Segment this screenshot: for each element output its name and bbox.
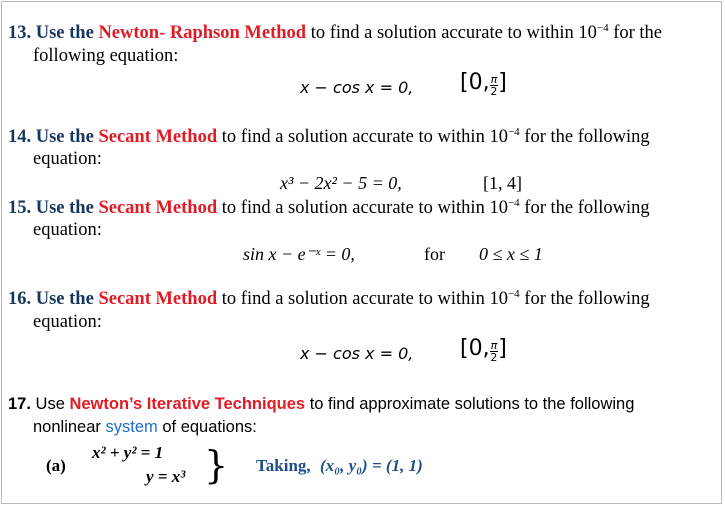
q17-line1 [8, 395, 634, 414]
q17-right-brace: } [204, 443, 229, 487]
q13-int-open: [0, [460, 70, 490, 95]
q17-eq2: y = x³ [146, 467, 186, 486]
q16-pi-over-2: $\frac{\pi}{2}$ [490, 338, 498, 364]
q17-number: 17. [8, 395, 31, 413]
q16-eq-lhs: x − cos x = 0, [300, 344, 414, 363]
q16-method: Secant Method [98, 289, 218, 310]
q13-number: 13. [8, 23, 32, 44]
q16-text: to find a solution accurate to within [221, 289, 485, 310]
q16-tol: 10 [489, 289, 508, 310]
q17-initial-guess: (x₀, y₀) = (1, 1) [320, 456, 423, 475]
q14-use: Use the [35, 127, 94, 148]
q16-int-close: ] [498, 336, 507, 361]
q13-interval [460, 70, 507, 97]
q17-line2 [33, 418, 257, 437]
q15-use: Use the [35, 198, 94, 219]
q16-number: 16. [8, 289, 32, 310]
q14-text: to find a solution accurate to within [221, 127, 485, 148]
q14-exp: −4 [507, 126, 520, 138]
q15-text: to find a solution accurate to within [221, 198, 485, 219]
q13-tail: for the [613, 23, 663, 44]
q17-eq1: x² + y² = 1 [92, 443, 164, 462]
q13-pi-over-2: $\frac{\pi}{2}$ [490, 72, 498, 98]
q16-int-open: [0, [460, 336, 490, 361]
q17-taking: Taking, [256, 456, 311, 475]
q14-number: 14. [8, 127, 32, 148]
q16-line2: equation: [33, 312, 102, 332]
q14-method: Secant Method [98, 127, 218, 148]
q16-equation [300, 344, 413, 364]
q14-line1 [8, 126, 650, 148]
q17-method: Newton’s Iterative Techniques [69, 395, 306, 413]
q15-line1 [8, 197, 650, 219]
q17-text: to find approximate solutions to the following [309, 395, 635, 413]
q15-tail: for the following [524, 198, 650, 219]
q16-tail: for the following [524, 289, 650, 310]
q13-eq-lhs: x − cos x = 0, [300, 78, 414, 97]
q15-method: Secant Method [98, 198, 218, 219]
q15-number: 15. [8, 198, 32, 219]
q16-interval [460, 336, 507, 363]
q15-range: 0 ≤ x ≤ 1 [479, 244, 543, 264]
q15-for: for [424, 244, 445, 264]
q17-system: system [105, 418, 158, 436]
q15-line2: equation: [33, 220, 102, 240]
q13-method: Newton- Raphson Method [98, 23, 307, 44]
q14-tol: 10 [489, 127, 508, 148]
q14-line2: equation: [33, 149, 102, 169]
q17-nonlinear: nonlinear [33, 418, 101, 436]
q13-use: Use the [35, 23, 94, 44]
q16-line1 [8, 288, 650, 310]
q13-line1 [8, 22, 662, 44]
q13-equation [300, 78, 413, 98]
q13-line2: following equation: [33, 46, 179, 66]
q16-use: Use the [35, 289, 94, 310]
q13-text: to find a solution accurate to within [310, 23, 574, 44]
q17-part-a: (a) [46, 456, 66, 475]
q14-interval: [1, 4] [483, 173, 522, 193]
q17-use: Use [35, 395, 65, 413]
q17-of-equations: of equations: [162, 418, 257, 436]
q16-exp: −4 [507, 288, 520, 300]
q15-equation: sin x − e⁻ˣ = 0, [243, 244, 355, 264]
q13-tol: 10 [578, 23, 597, 44]
q15-tol: 10 [489, 198, 508, 219]
q14-tail: for the following [524, 127, 650, 148]
q13-int-close: ] [498, 70, 507, 95]
q13-exp: −4 [596, 22, 609, 34]
q15-exp: −4 [507, 197, 520, 209]
q14-equation: x³ − 2x² − 5 = 0, [280, 173, 402, 193]
